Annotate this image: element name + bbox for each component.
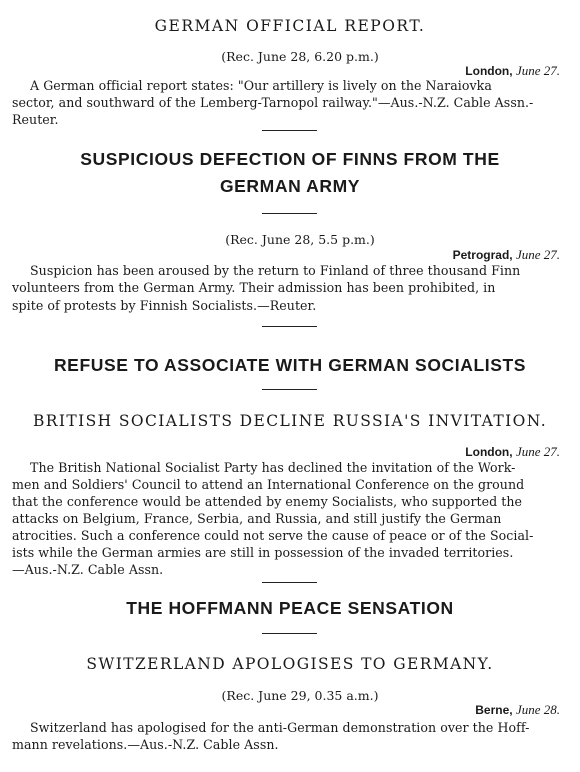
body-line: Reuter.	[12, 112, 59, 127]
dateline-place: London,	[465, 445, 513, 459]
rec-time: (Rec. June 28, 6.20 p.m.)	[221, 49, 379, 64]
body-line: —Aus.-N.Z. Cable Assn.	[12, 562, 164, 577]
dateline-date: June 27.	[515, 444, 560, 459]
divider-rule	[262, 389, 317, 390]
body-line: Suspicion has been aroused by the return to Finland of three thousand Finn	[30, 263, 521, 278]
body-line: volunteers from the German Army. Their admission has been prohibited, in	[12, 280, 496, 295]
dateline-place: Petrograd,	[452, 248, 513, 262]
headline-suspicious-defection-line2: GERMAN ARMY	[219, 176, 361, 196]
body-line: sector, and southward of the Lemberg-Tarnopol railway."—Aus.-N.Z. Cable Assn.-	[12, 95, 534, 110]
headline-refuse-to-associate: REFUSE TO ASSOCIATE WITH GERMAN SOCIALISTS	[53, 355, 527, 375]
body-line: spite of protests by Finnish Socialists.—Reuter.	[12, 298, 317, 313]
dateline	[465, 63, 560, 79]
dateline-date: June 27.	[515, 63, 560, 78]
rec-time: (Rec. June 28, 5.5 p.m.)	[225, 232, 375, 247]
body-line: atrocities. Such a conference could not serve the cause of peace or of the Social-	[12, 528, 534, 543]
body-line: men and Soldiers' Council to attend an International Conference on the ground	[12, 477, 525, 492]
headline-suspicious-defection: SUSPICIOUS DEFECTION OF FINNS FROM THE	[80, 149, 500, 169]
divider-rule	[262, 130, 317, 131]
subheadline-british-socialists: BRITISH SOCIALISTS DECLINE RUSSIA'S INVITATION.	[32, 412, 548, 430]
dateline-date: June 27.	[515, 247, 560, 262]
body-line: ists while the German armies are still in possession of the invaded territories.	[12, 545, 514, 560]
subheadline-switzerland-apologises: SWITZERLAND APOLOGISES TO GERMANY.	[86, 655, 494, 673]
dateline	[475, 702, 560, 718]
body-line: Switzerland has apologised for the anti-German demonstration over the Hoff-	[30, 720, 530, 735]
headline-german-official-report: GERMAN OFFICIAL REPORT.	[154, 17, 426, 35]
body-line: attacks on Belgium, France, Serbia, and Russia, and still justify the German	[12, 511, 502, 526]
divider-rule	[262, 633, 317, 634]
divider-rule	[262, 213, 317, 214]
rec-time: (Rec. June 29, 0.35 a.m.)	[221, 688, 379, 703]
divider-rule	[262, 326, 317, 327]
body-line: mann revelations.—Aus.-N.Z. Cable Assn.	[12, 737, 279, 752]
divider-rule	[262, 582, 317, 583]
headline-hoffmann-peace: THE HOFFMANN PEACE SENSATION	[126, 598, 454, 618]
dateline-place: Berne,	[475, 703, 513, 717]
body-line: A German official report states: "Our artillery is lively on the Naraiovka	[30, 78, 492, 93]
dateline-date: June 28.	[515, 702, 560, 717]
body-line: that the conference would be attended by enemy Socialists, who supported the	[12, 494, 523, 509]
body-line: The British National Socialist Party has declined the invitation of the Work-	[30, 460, 516, 475]
dateline	[465, 444, 560, 460]
dateline	[453, 247, 560, 263]
dateline-place: London,	[465, 64, 513, 78]
